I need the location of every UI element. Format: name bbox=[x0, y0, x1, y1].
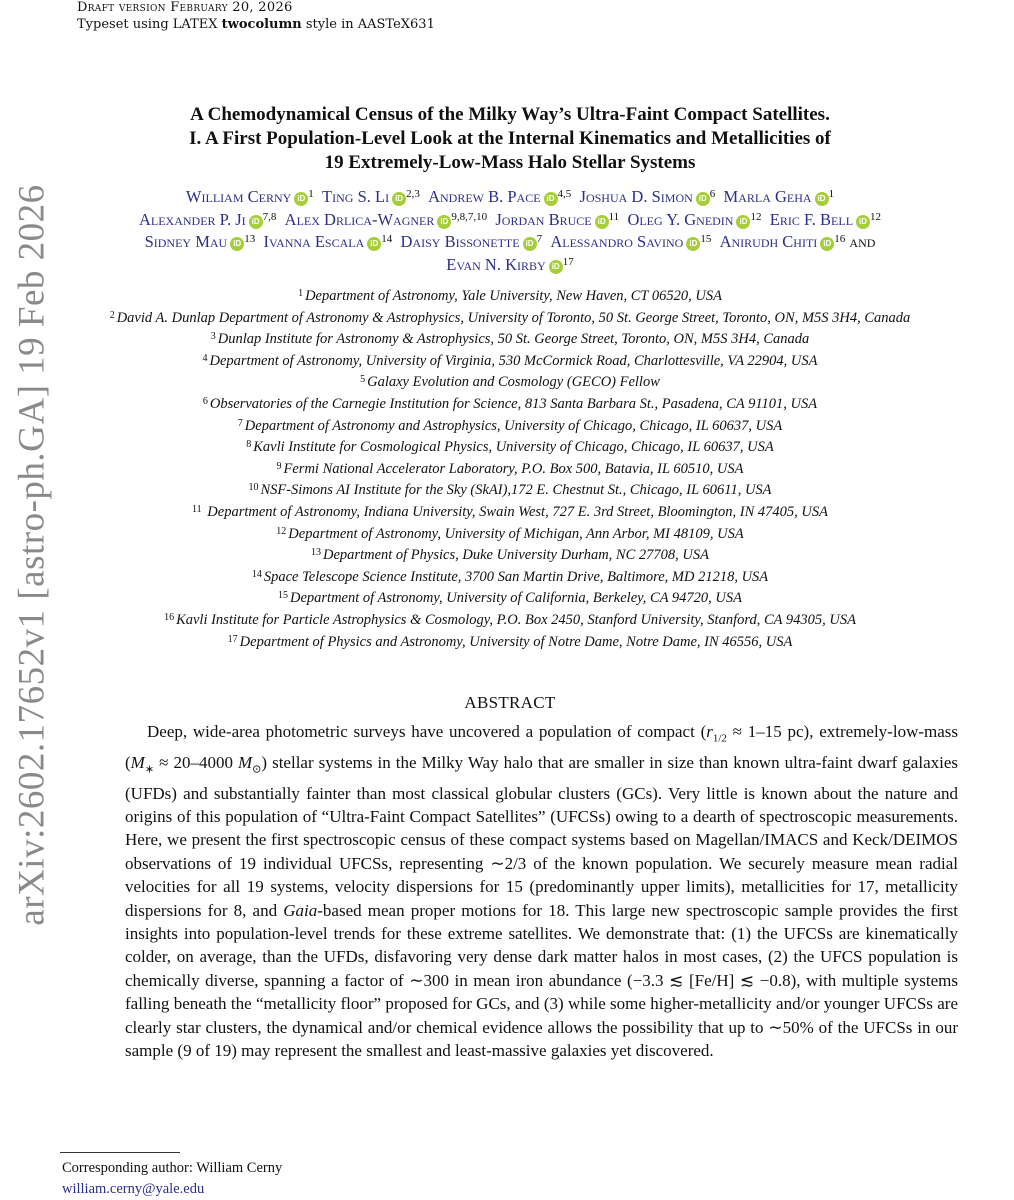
affiliation-number: 4 bbox=[202, 352, 208, 364]
orcid-icon[interactable]: iD bbox=[523, 237, 537, 251]
author-affiliation-number: 9,8,7,10 bbox=[451, 210, 488, 223]
author-affiliation-number: 1 bbox=[308, 188, 314, 200]
orcid-icon[interactable]: iD bbox=[249, 215, 263, 229]
affiliation-item bbox=[70, 524, 950, 546]
affiliation-number: 8 bbox=[246, 439, 252, 451]
author-affiliation-number: 17 bbox=[562, 255, 574, 268]
author-name-link[interactable]: Joshua D. Simon bbox=[579, 187, 693, 206]
author-name-link[interactable]: Oleg Y. Gnedin bbox=[627, 209, 734, 229]
author-item bbox=[720, 232, 846, 251]
math-subscript: ∗ bbox=[144, 763, 155, 776]
affiliation-item bbox=[70, 372, 950, 394]
affiliation-number: 13 bbox=[311, 547, 322, 559]
orcid-icon[interactable]: iD bbox=[230, 237, 244, 251]
orcid-icon[interactable]: iD bbox=[856, 215, 870, 229]
affiliation-number: 14 bbox=[251, 568, 262, 580]
affiliation-number: 12 bbox=[276, 525, 287, 537]
math-symbol: M bbox=[238, 752, 253, 772]
affiliation-item bbox=[70, 351, 950, 373]
author-name-link[interactable]: Jordan Bruce bbox=[495, 209, 592, 229]
arxiv-stamp bbox=[2, 40, 62, 1070]
orcid-icon[interactable]: iD bbox=[367, 237, 381, 251]
author-name-link[interactable]: Alessandro Savino bbox=[550, 232, 684, 251]
math-symbol: r bbox=[706, 722, 713, 741]
affiliation-number: 5 bbox=[360, 374, 366, 386]
orcid-icon[interactable]: iD bbox=[686, 237, 700, 251]
title-line-2: I. A First Population-Level Look at the Internal Kinematics and Metallicities of bbox=[189, 128, 831, 149]
abstract-text: ≈ 1–15 pc), extremely-low-mass ( bbox=[125, 722, 959, 772]
author-name-link[interactable]: Ivanna Escala bbox=[263, 232, 365, 251]
affiliation-item bbox=[70, 416, 950, 438]
affiliation-item bbox=[70, 459, 950, 481]
author-affiliation-number: 11 bbox=[608, 210, 620, 223]
affiliation-item bbox=[70, 437, 950, 459]
affiliation-text: Fermi National Accelerator Laboratory, P.O. Box 500, Batavia, IL 60510, USA bbox=[283, 460, 744, 477]
abstract-body bbox=[125, 720, 958, 1062]
abstract-text: -based mean proper motions for 18. This large new spectroscopic sample provides the first insights into population-level trends for these extreme satellites. We demonstrate that: (1) the UFCSs are kinematically colder, on average, than the UFDs, disfavoring very dense dark matter halos in most cases, (2) the UFCS population is chemically diverse, spanning a factor of ∼300 in mean iron abundance (−3.3 ≲ [Fe/H] ≲ −0.8), with multiple systems falling beneath the “metallicity floor” proposed for GCs, and (3) while some higher-metallicity and/or younger UFCSs are clearly star clusters, the dynamical and/or chemical evidence allows the possibility that up to ∼50% of the UFCSs in our sample (9 of 19) may represent the smallest and least-massive galaxies yet discovered. bbox=[125, 900, 958, 1061]
affiliation-text: Department of Astronomy, Yale University, New Haven, CT 06520, USA bbox=[305, 288, 722, 304]
author-item bbox=[186, 187, 314, 206]
author-name-link[interactable]: William Cerny bbox=[185, 187, 292, 206]
affiliation-number: 6 bbox=[202, 395, 208, 407]
author-item bbox=[263, 232, 392, 251]
author-affiliation-number: 12 bbox=[750, 210, 762, 223]
affiliation-text: Department of Astronomy and Astrophysics, University of Chicago, Chicago, IL 60637, USA bbox=[244, 417, 783, 434]
author-name-link[interactable]: Eric F. Bell bbox=[769, 209, 854, 229]
affiliation-text: Department of Physics, Duke University Durham, NC 27708, USA bbox=[323, 547, 709, 564]
author-name-link[interactable]: Alexander P. Ji bbox=[138, 209, 246, 229]
title-line-1: A Chemodynamical Census of the Milky Way’s Ultra-Faint Compact Satellites. bbox=[190, 104, 830, 125]
orcid-icon[interactable]: iD bbox=[736, 215, 750, 229]
author-item bbox=[495, 210, 619, 229]
affiliation-item bbox=[70, 588, 950, 610]
typeset-style: twocolumn bbox=[221, 17, 302, 32]
author-item bbox=[446, 255, 573, 274]
affiliation-text: Department of Astronomy, University of Michigan, Ann Arbor, MI 48109, USA bbox=[288, 525, 744, 542]
affiliation-item bbox=[70, 610, 950, 632]
gaia-italic: Gaia bbox=[283, 900, 318, 920]
author-item bbox=[145, 232, 256, 251]
typeset-line bbox=[77, 17, 435, 33]
author-name-link[interactable]: Andrew B. Pace bbox=[428, 187, 541, 206]
author-name-link[interactable]: Sidney Mau bbox=[144, 232, 228, 251]
author-item bbox=[322, 187, 420, 206]
author-affiliation-number: 12 bbox=[870, 210, 882, 223]
author-item bbox=[770, 210, 881, 229]
corresponding-author: Corresponding author: William Cerny bbox=[62, 1160, 283, 1176]
affiliation-item bbox=[70, 308, 950, 330]
author-name-link[interactable]: Alex Drlica-Wagner bbox=[284, 209, 435, 229]
typeset-prefix: Typeset using bbox=[77, 17, 173, 32]
author-name-link[interactable]: Evan N. Kirby bbox=[446, 254, 546, 274]
author-item bbox=[627, 210, 761, 229]
orcid-icon[interactable]: iD bbox=[549, 260, 563, 274]
affiliation-item bbox=[70, 567, 950, 589]
author-name-link[interactable]: Anirudh Chiti bbox=[719, 232, 818, 251]
author-affiliation-number: 16 bbox=[834, 233, 846, 245]
affiliation-number: 2 bbox=[109, 309, 115, 321]
draft-notice bbox=[77, 0, 293, 16]
affiliation-text: Department of Astronomy, Indiana University, Swain West, 727 E. 3rd Street, Bloomington, IN 47405, USA bbox=[203, 503, 828, 520]
affiliation-text: Galaxy Evolution and Cosmology (GECO) Fellow bbox=[367, 374, 660, 391]
orcid-icon[interactable]: iD bbox=[294, 192, 308, 206]
abstract-text: Deep, wide-area photometric surveys have uncovered a population of compact ( bbox=[147, 722, 707, 741]
affiliation-text: Department of Astronomy, University of California, Berkeley, CA 94720, USA bbox=[289, 590, 742, 607]
affiliation-item bbox=[70, 632, 950, 654]
affiliation-item bbox=[70, 502, 950, 524]
corresponding-email-link[interactable]: william.cerny@yale.edu bbox=[62, 1181, 205, 1197]
affiliation-number: 7 bbox=[237, 417, 243, 429]
typeset-suffix: style in AASTeX631 bbox=[301, 17, 435, 32]
affiliation-text: Dunlap Institute for Astronomy & Astrophysics, 50 St. George Street, Toronto, ON, M5S 3H4, Canada bbox=[217, 331, 810, 348]
affiliation-number: 15 bbox=[277, 590, 288, 602]
author-affiliation-number: 7,8 bbox=[262, 210, 277, 223]
authors-and: and bbox=[849, 232, 876, 251]
affiliation-number: 11 bbox=[192, 503, 202, 515]
author-item bbox=[428, 187, 571, 206]
author-item bbox=[285, 210, 487, 229]
affiliation-text: Space Telescope Science Institute, 3700 San Martin Drive, Baltimore, MD 21218, USA bbox=[263, 568, 769, 585]
abstract-text: ) stellar systems in the Milky Way halo that are smaller in size than known ultra-faint dwarf galaxies (UFDs) and substantially fainter than most classical globular clusters (GCs). Very little is known about the nature and origins of this population of “Ultra-Faint Compact Satellites” (UFCSs) owing to a dearth of spectroscopic measurements. Here, we present the first spectroscopic census of these compact systems based on Magellan/IMACS and Keck/DEIMOS observations of 19 individual UFCSs, representing ∼2/3 of the known population. We securely measure mean radial velocities for all 19 systems, velocity dispersions for 15 (predominantly upper limits), metallicities for 17, metallicity dispersions for 8, and bbox=[125, 752, 958, 920]
affiliation-list bbox=[70, 286, 950, 653]
orcid-icon[interactable]: iD bbox=[815, 192, 829, 206]
affiliation-item bbox=[70, 480, 950, 502]
author-item bbox=[724, 187, 835, 206]
orcid-icon[interactable]: iD bbox=[437, 215, 451, 229]
author-affiliation-number: 1 bbox=[828, 188, 835, 200]
author-affiliation-number: 2,3 bbox=[406, 188, 420, 200]
orcid-icon[interactable]: iD bbox=[544, 192, 558, 206]
author-list bbox=[60, 186, 960, 276]
author-item bbox=[550, 232, 711, 251]
affiliation-text: David A. Dunlap Department of Astronomy & Astrophysics, University of Toronto, 50 St. George Street, Toronto, ON, M5S 3H4, Canada bbox=[116, 309, 911, 326]
abstract-heading: ABSTRACT bbox=[464, 693, 556, 712]
title-line-3: 19 Extremely-Low-Mass Halo Stellar Systems bbox=[324, 152, 696, 173]
author-item bbox=[139, 210, 276, 229]
author-affiliation-number: 4,5 bbox=[557, 188, 572, 200]
math-subscript: 1/2 bbox=[712, 732, 727, 745]
orcid-icon[interactable]: iD bbox=[595, 215, 609, 229]
author-affiliation-number: 14 bbox=[381, 233, 393, 245]
affiliation-item bbox=[70, 329, 950, 351]
arxiv-stamp-text: arXiv:2602.17652v1 [astro-ph.GA] 19 Feb 2026 bbox=[11, 184, 53, 926]
affiliation-number: 16 bbox=[164, 611, 175, 623]
draft-text: Draft version February 20, 2026 bbox=[77, 0, 293, 15]
affiliation-text: Observatories of the Carnegie Institution for Science, 813 Santa Barbara St., Pasadena, CA 91101, USA bbox=[209, 395, 818, 412]
latex-logo: LATEX bbox=[172, 17, 218, 32]
author-name-link[interactable]: Ting S. Li bbox=[322, 187, 390, 206]
affiliation-number: 3 bbox=[210, 331, 216, 343]
orcid-icon[interactable]: iD bbox=[392, 192, 406, 206]
author-affiliation-number: 13 bbox=[244, 233, 256, 245]
author-affiliation-number: 7 bbox=[536, 233, 543, 245]
math-symbol: M bbox=[130, 752, 145, 772]
affiliation-text: Department of Physics and Astronomy, University of Notre Dame, Notre Dame, IN 46556, USA bbox=[239, 633, 793, 650]
affiliation-number: 10 bbox=[248, 482, 259, 494]
paper-title bbox=[70, 103, 950, 175]
abstract-text: ≈ 20–4000 bbox=[154, 752, 238, 772]
affiliation-text: Department of Astronomy, University of Virginia, 530 McCormick Road, Charlottesville, VA 22904, USA bbox=[209, 352, 818, 369]
affiliation-number: 1 bbox=[298, 288, 304, 299]
author-name-link[interactable]: Marla Geha bbox=[723, 187, 812, 206]
author-name-link[interactable]: Daisy Bissonette bbox=[400, 232, 520, 251]
affiliation-item bbox=[70, 394, 950, 416]
author-affiliation-number: 15 bbox=[700, 233, 712, 245]
footnote-rule bbox=[60, 1152, 180, 1153]
orcid-icon[interactable]: iD bbox=[820, 237, 834, 251]
author-affiliation-number: 6 bbox=[709, 188, 716, 200]
affiliation-item bbox=[70, 545, 950, 567]
affiliation-number: 17 bbox=[227, 633, 238, 645]
affiliation-text: NSF-Simons AI Institute for the Sky (SkAI),172 E. Chestnut St., Chicago, IL 60611, USA bbox=[260, 482, 772, 499]
author-item bbox=[401, 232, 543, 251]
affiliation-text: Kavli Institute for Particle Astrophysics & Cosmology, P.O. Box 2450, Stanford University, Stanford, CA 94305, USA bbox=[176, 611, 856, 628]
author-item bbox=[580, 187, 716, 206]
affiliation-number: 9 bbox=[276, 460, 282, 472]
affiliation-text: Kavli Institute for Cosmological Physics, University of Chicago, Chicago, IL 60637, USA bbox=[253, 439, 774, 456]
affiliation-item bbox=[70, 286, 950, 308]
orcid-icon[interactable]: iD bbox=[696, 192, 710, 206]
math-subscript: ⊙ bbox=[252, 763, 262, 776]
